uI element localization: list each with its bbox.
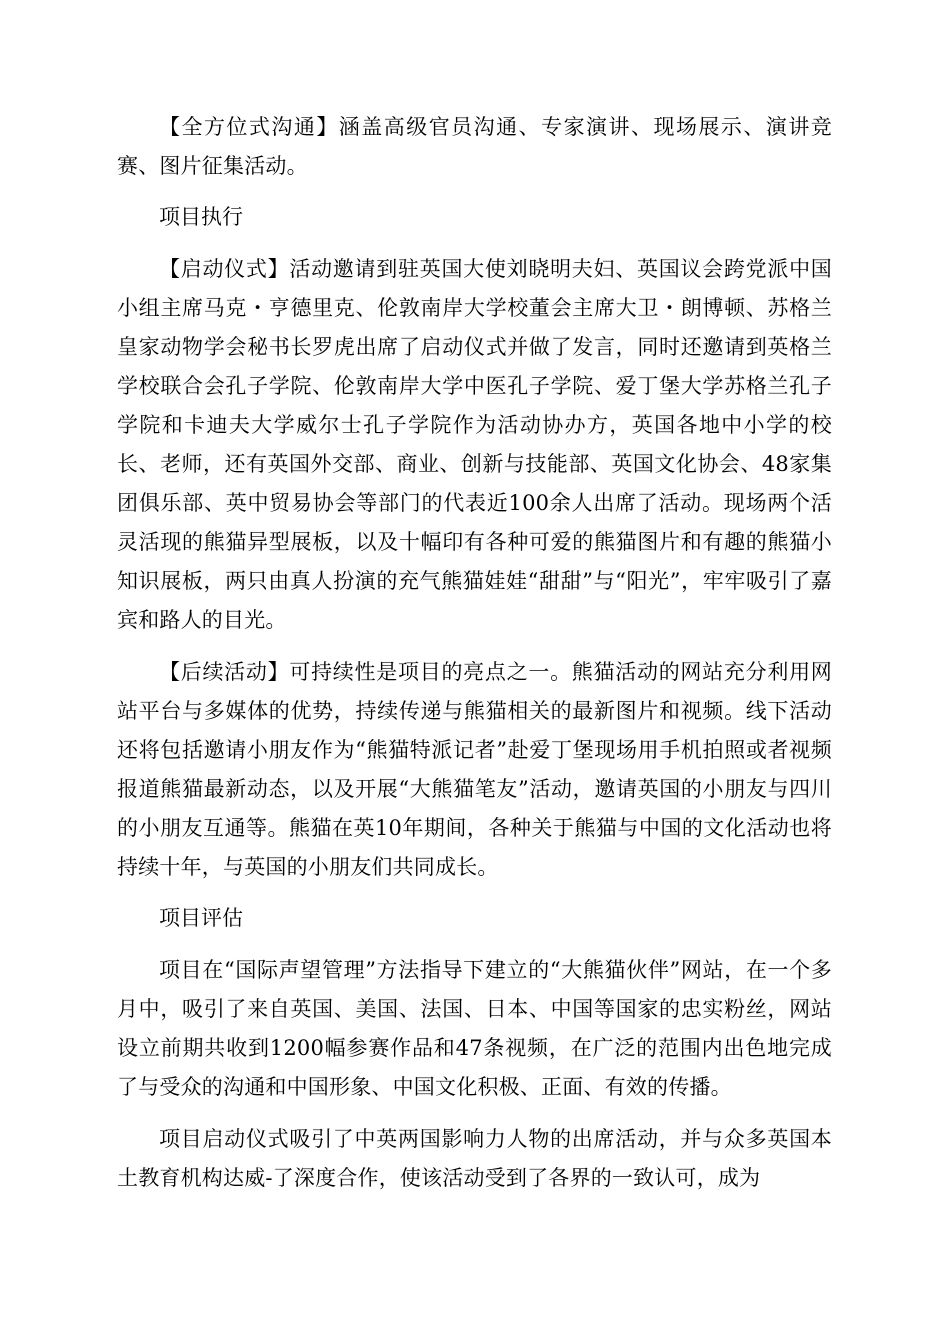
paragraph-evaluation: 项目在“国际声望管理”方法指导下建立的“大熊猫伙伴”网站，在一个多月中，吸引了来自英国、美国、法国、日本、中国等国家的忠实粉丝，网站设立前期共收到1200幅参赛作品和47条视频，在广泛的范围内出色地完成了与受众的沟通和中国形象、中国文化积极、正面、有效的传播。 (117, 958, 832, 1099)
paragraph-influence: 项目启动仪式吸引了中英两国影响力人物的出席活动，并与众多英国本土教育机构达威-了深度合作，使该活动受到了各界的一致认可，成为 (117, 1127, 832, 1190)
heading-execution: 项目执行 (159, 205, 243, 229)
paragraph-communication: 【全方位式沟通】涵盖高级官员沟通、专家演讲、现场展示、演讲竞赛、图片征集活动。 (117, 115, 832, 178)
paragraph-followup-activities: 【后续活动】可持续性是项目的亮点之一。熊猫活动的网站充分利用网站平台与多媒体的优势，持续传递与熊猫相关的最新图片和视频。线下活动还将包括邀请小朋友作为“熊猫特派记者”赴爱丁堡现场用手机拍照或者视频报道熊猫最新动态，以及开展“大熊猫笔友”活动，邀请英国的小朋友与四川的小朋友互通等。熊猫在英10年期间，各种关于熊猫与中国的文化活动也将持续十年，与英国的小朋友们共同成长。 (117, 660, 832, 879)
paragraph-launch-ceremony: 【启动仪式】活动邀请到驻英国大使刘晓明夫妇、英国议会跨党派中国小组主席马克・亨德里克、伦敦南岸大学校董会主席大卫・朗博顿、苏格兰皇家动物学会秘书长罗虎出席了启动仪式并做了发言，同时还邀请到英格兰学校联合会孔子学院、伦敦南岸大学中医孔子学院、爱丁堡大学苏格兰孔子学院和卡迪夫大学威尔士孔子学院作为活动协办方，英国各地中小学的校长、老师，还有英国外交部、商业、创新与技能部、英国文化协会、48家集团俱乐部、英中贸易协会等部门的代表近100余人出席了活动。现场两个活灵活现的熊猫异型展板，以及十幅印有各种可爱的熊猫图片和有趣的熊猫小知识展板，两只由真人扮演的充气熊猫娃娃“甜甜”与“阳光”，牢牢吸引了嘉宾和路人的目光。 (117, 257, 832, 632)
heading-evaluation: 项目评估 (159, 906, 243, 930)
